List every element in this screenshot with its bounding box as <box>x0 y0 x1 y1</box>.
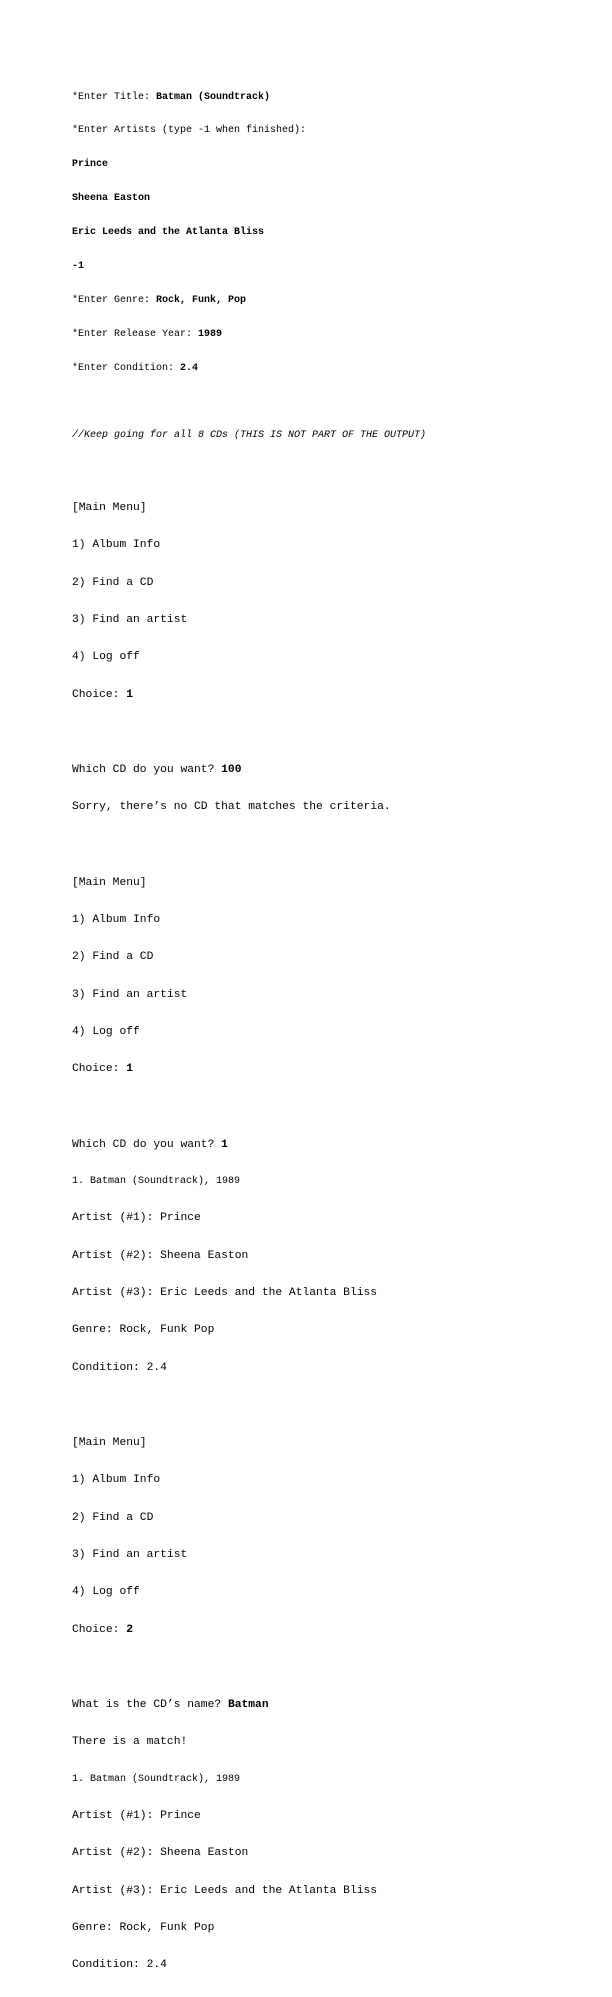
menu-header: [Main Menu] <box>72 502 147 514</box>
question-line <box>72 1699 592 1711</box>
question-answer: 1 <box>221 1138 228 1151</box>
menu-item: 4) Log off <box>72 1586 140 1599</box>
genre-line: Genre: Rock, Funk Pop <box>72 1922 215 1935</box>
menu-item: 4) Log off <box>72 651 140 664</box>
choice-value: 2 <box>126 1623 134 1636</box>
genre-line: Genre: Rock, Funk Pop <box>72 1324 215 1337</box>
menu-item: 3) Find an artist <box>72 614 188 627</box>
menu-item: 2) Find a CD <box>72 576 154 589</box>
artists-prompt: *Enter Artists (type -1 when finished): <box>72 125 307 137</box>
artist-line: Artist (#2): Sheena Easton <box>72 1847 249 1860</box>
album-details-2 <box>72 1187 592 1399</box>
question-answer: 100 <box>221 764 242 777</box>
match-line: There is a match! <box>72 1736 188 1749</box>
condition-value: 2.4 <box>180 362 199 374</box>
artist-terminator: -1 <box>72 261 85 273</box>
album-line: 1. Batman (Soundtrack), 1989 <box>72 1773 241 1785</box>
choice-line <box>72 1624 592 1636</box>
choice-value: 1 <box>126 1063 134 1076</box>
question-line <box>72 764 592 776</box>
artist-line: Artist (#1): Prince <box>72 1810 201 1822</box>
album-line: 1. Batman (Soundtrack), 1989 <box>72 1176 241 1188</box>
question-line <box>72 1139 592 1151</box>
question-prompt: Which CD do you want? <box>72 1138 222 1151</box>
condition-prompt: *Enter Condition: <box>72 362 181 374</box>
setup-section <box>72 69 592 464</box>
question-prompt: Which CD do you want? <box>72 764 222 777</box>
year-line <box>72 329 592 340</box>
question-prompt: What is the CD’s name? <box>72 1699 228 1712</box>
console-transcript <box>72 69 592 1997</box>
menu-item: 2) Find a CD <box>72 951 154 964</box>
question-answer: Batman <box>227 1699 269 1712</box>
choice-prompt: Choice: <box>72 688 127 701</box>
menu-item: 2) Find a CD <box>72 1511 154 1524</box>
artist-entry: Prince <box>72 159 109 171</box>
artist-line: Artist (#2): Sheena Easton <box>72 1249 249 1262</box>
year-prompt: *Enter Release Year: <box>72 328 199 340</box>
artist-line: Artist (#1): Prince <box>72 1212 201 1225</box>
genre-prompt: *Enter Genre: <box>72 294 157 306</box>
menu-block-3 <box>72 1412 592 1774</box>
menu-item: 1) Album Info <box>72 914 161 927</box>
condition-line: Condition: 2.4 <box>72 1361 167 1374</box>
year-value: 1989 <box>198 328 223 340</box>
response-line: Sorry, there’s no CD that matches the criteria. <box>72 801 391 814</box>
choice-value: 1 <box>126 688 134 701</box>
condition-line <box>72 363 592 374</box>
artist-line: Artist (#3): Eric Leeds and the Atlanta Bliss <box>72 1884 378 1897</box>
menu-item: 1) Album Info <box>72 1474 161 1487</box>
menu-block-2 <box>72 852 592 1176</box>
comment-line: //Keep going for all 8 CDs (THIS IS NOT PART OF THE OUTPUT) <box>72 430 427 442</box>
choice-line <box>72 1063 592 1075</box>
menu-item: 3) Find an artist <box>72 988 188 1001</box>
genre-line <box>72 295 592 306</box>
menu-header: [Main Menu] <box>72 876 147 889</box>
artist-line: Artist (#3): Eric Leeds and the Atlanta Bliss <box>72 1287 378 1300</box>
condition-line: Condition: 2.4 <box>72 1959 167 1972</box>
title-value: Batman (Soundtrack) <box>156 91 271 103</box>
album-details-3 <box>72 1785 592 1997</box>
menu-block-1 <box>72 477 592 839</box>
menu-item: 3) Find an artist <box>72 1549 188 1562</box>
choice-line <box>72 689 592 701</box>
artist-entry: Sheena Easton <box>72 193 151 205</box>
title-line <box>72 92 592 103</box>
genre-value: Rock, Funk, Pop <box>156 294 247 306</box>
menu-header: [Main Menu] <box>72 1437 147 1450</box>
menu-item: 4) Log off <box>72 1026 140 1039</box>
menu-item: 1) Album Info <box>72 539 161 552</box>
choice-prompt: Choice: <box>72 1623 127 1636</box>
choice-prompt: Choice: <box>72 1063 127 1076</box>
artist-entry: Eric Leeds and the Atlanta Bliss <box>72 227 265 239</box>
title-prompt: *Enter Title: <box>72 91 157 103</box>
